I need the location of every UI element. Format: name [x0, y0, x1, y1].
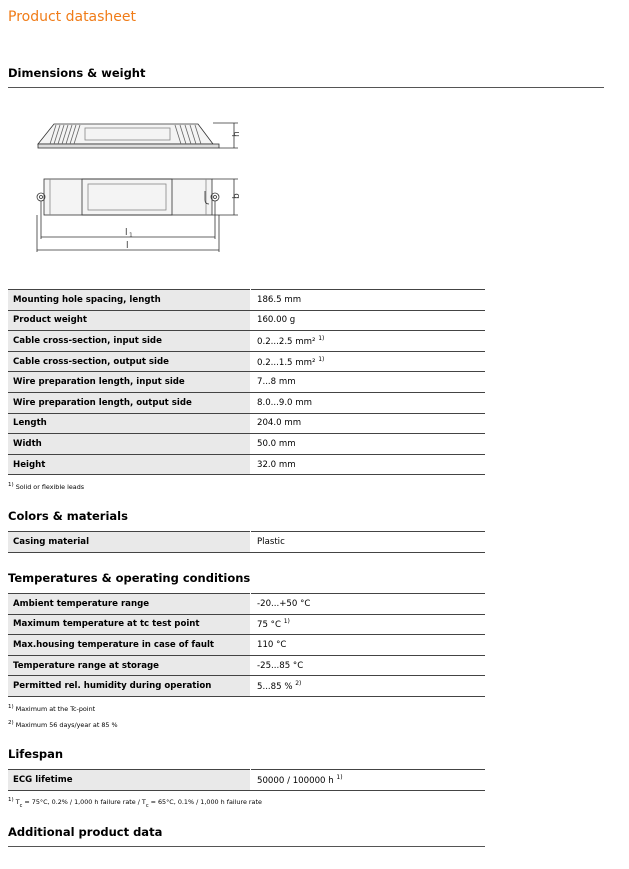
section-title-colors: Colors & materials: [8, 509, 128, 523]
spec-value: 110 °C: [251, 635, 486, 656]
spec-label: Product weight: [8, 310, 251, 331]
section-title-additional: Additional product data: [8, 825, 163, 839]
table-row: [8, 614, 485, 635]
spec-label: Temperature range at storage: [8, 655, 251, 676]
spec-label: Permitted rel. humidity during operation: [8, 676, 251, 697]
spec-value: -20...+50 °C: [251, 594, 486, 615]
spec-value: 7...8 mm: [251, 372, 486, 393]
footnote-mark: 1): [283, 618, 290, 626]
table-row: [8, 434, 485, 455]
table-row: [8, 372, 485, 393]
width-label: b: [232, 193, 242, 199]
lifespan-table: [8, 769, 485, 791]
table-row: [8, 290, 485, 311]
table-row: [8, 351, 485, 372]
length-label: l: [126, 241, 129, 251]
spec-label: Mounting hole spacing, length: [8, 290, 251, 311]
table-row: [8, 413, 485, 434]
spec-value: 0.2...1.5 mm² $^{1)}$: [251, 351, 486, 372]
spec-value: 50000 / 100000 h $^{1)}$: [251, 770, 486, 791]
spec-label: Wire preparation length, output side: [8, 392, 251, 413]
spec-value: 160.00 g: [251, 310, 486, 331]
spec-value: 8.0...9.0 mm: [251, 392, 486, 413]
colors-table: [8, 531, 485, 553]
spec-value: 32.0 mm: [251, 454, 486, 475]
footnote: $^{1)}$ Maximum at the Tc-point: [8, 704, 96, 713]
spec-value: 75 °C $^{1)}$: [251, 614, 486, 635]
footnote: $^{1)}$ $T_c = 75^\circ C$, 0.2% / 1,000 h failure rate / $T_c = 65^\circ C$, 0.1% / 1,000 h failure rate: [8, 797, 262, 809]
spec-value: -25...85 °C: [251, 655, 486, 676]
footnote: $^{2)}$ Maximum 56 days/year at 85 %: [8, 720, 118, 729]
table-row: [8, 532, 485, 553]
spec-label: Width: [8, 434, 251, 455]
table-row: [8, 594, 485, 615]
spec-label: ECG lifetime: [8, 770, 251, 791]
spec-value: 5...85 % $^{2)}$: [251, 676, 486, 697]
section-divider: [8, 87, 604, 88]
height-label: h: [232, 131, 242, 137]
spec-label: Cable cross-section, output side: [8, 351, 251, 372]
dimensions-table: [8, 289, 485, 475]
spec-label: Cable cross-section, input side: [8, 331, 251, 352]
section-title-lifespan: Lifespan: [8, 747, 64, 761]
temperatures-table: [8, 593, 485, 697]
l1-label: l: [125, 228, 128, 238]
dimension-drawing: [30, 104, 245, 256]
spec-label: Casing material: [8, 532, 251, 553]
spec-value: 50.0 mm: [251, 434, 486, 455]
spec-label: Length: [8, 413, 251, 434]
footnote-mark: 1): [318, 334, 325, 342]
table-row: [8, 310, 485, 331]
spec-value: 186.5 mm: [251, 290, 486, 311]
spec-value: 0.2...2.5 mm² $^{1)}$: [251, 331, 486, 352]
footnote-mark: 2): [295, 680, 302, 688]
l1-subscript: 1: [129, 232, 133, 239]
spec-label: Wire preparation length, input side: [8, 372, 251, 393]
footnote: $^{1)}$ Solid or flexible leads: [8, 482, 85, 491]
spec-label: Height: [8, 454, 251, 475]
spec-label: Ambient temperature range: [8, 594, 251, 615]
table-row: [8, 635, 485, 656]
table-row: [8, 676, 485, 697]
footnote-mark: 1): [318, 355, 325, 363]
page-title: Product datasheet: [8, 9, 137, 25]
table-row: [8, 655, 485, 676]
spec-value: Plastic: [251, 532, 486, 553]
spec-label: Maximum temperature at tc test point: [8, 614, 251, 635]
section-title-temperatures: Temperatures & operating conditions: [8, 571, 251, 585]
footnote-mark: 1): [336, 773, 343, 781]
table-row: [8, 331, 485, 352]
section-title-dimensions: Dimensions & weight: [8, 66, 146, 80]
spec-label: Max.housing temperature in case of fault: [8, 635, 251, 656]
spec-value: 204.0 mm: [251, 413, 486, 434]
table-row: [8, 454, 485, 475]
table-row: [8, 770, 485, 791]
table-row: [8, 392, 485, 413]
section-divider: [8, 846, 485, 847]
